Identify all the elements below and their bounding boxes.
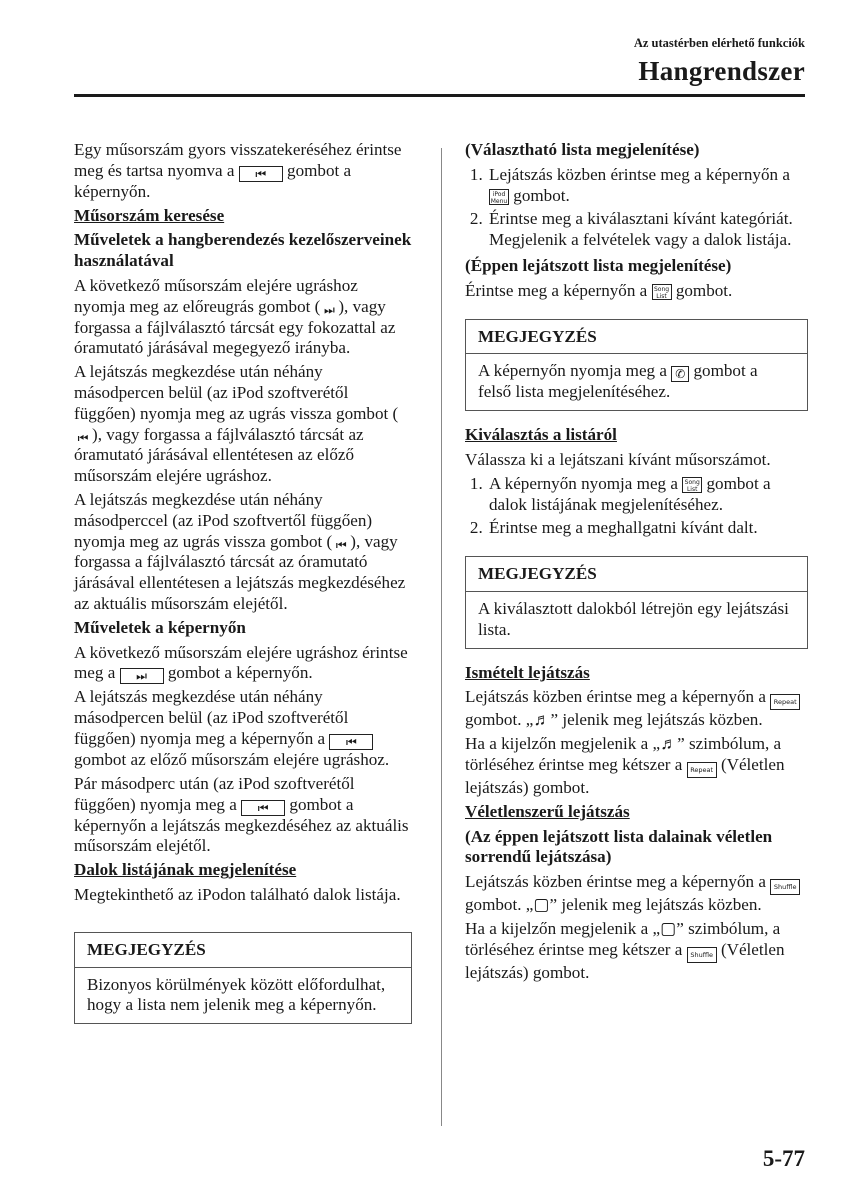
paragraph-rewind: Egy műsorszám gyors visszatekeréséhez érintse meg és tartsa nyomva a ⏮ gombot a képernyőn.	[74, 140, 402, 201]
note-box	[74, 932, 412, 1024]
list-item: 1. A képernyőn nyomja meg a Song List gombot a dalok listájának megjelenítéséhez.	[487, 474, 808, 516]
repeat-icon: Repeat	[687, 762, 717, 778]
prev-track-icon: ⏮	[77, 430, 89, 445]
page-title: Hangrendszer	[638, 56, 805, 86]
right-column	[465, 140, 808, 987]
next-track-icon: ⏭	[323, 302, 335, 317]
note-body: A képernyőn nyomja meg a ✆ gombot a felső lista megjelenítéséhez.	[478, 361, 758, 402]
heading-current-list: (Éppen lejátszott lista megjelenítése)	[465, 255, 732, 275]
paragraph-skip-back: A lejátszás megkezdése után néhány másodpercen belül (az iPod szoftverétől függően) nyomja meg az ugrás vissza gombot (⏮ ), vagy forgassa a fájlválasztó tárcsát az óramutató járásával ellentétesen az előző műsorszám elejére ugráshoz.	[74, 362, 399, 486]
column-divider	[441, 148, 442, 1126]
repeat-icon: Repeat	[770, 694, 800, 710]
note-body: A kiválasztott dalokból létrejön egy lejátszási lista.	[478, 598, 789, 639]
heading-track-search: Műsorszám keresése	[74, 205, 225, 225]
heading-list-select: Kiválasztás a listáról	[465, 425, 617, 445]
music-note-icon: ♬	[660, 734, 678, 754]
prev-track-icon: ⏮	[335, 537, 347, 552]
song-list-icon: Song List	[682, 477, 702, 493]
ipod-menu-icon: iPod Menu	[490, 190, 508, 205]
list-item: 2. Érintse meg a kiválasztani kívánt kategóriát. Megjelenik a felvételek vagy a dalok listája.	[487, 209, 808, 251]
heading-random-sub: (Az éppen lejátszott lista dalainak véletlen sorrendű lejátszása)	[465, 826, 773, 867]
header-rule	[74, 94, 805, 97]
steps-list-select	[465, 474, 808, 539]
paragraph-next-track: A következő műsorszám elejére ugráshoz nyomja meg az előreugrás gombot ( ⏭ ), vagy forgassa a fájlválasztó tárcsát egy fokozattal az óramutató járásával megegyező irányba.	[74, 275, 396, 358]
heading-repeat: Ismételt lejátszás	[465, 662, 590, 682]
shuffle-icon: Shuffle	[687, 947, 717, 963]
note-title: MEGJEGYZÉS	[466, 557, 807, 592]
shuffle-symbol-icon: ▢	[660, 918, 677, 938]
paragraph-song-list: Megtekinthető az iPodon található dalok listája.	[74, 884, 401, 904]
song-list-icon: Song List	[652, 284, 672, 300]
paragraph-list-select: Válassza ki a lejátszani kívánt műsorszámot.	[465, 449, 771, 469]
paragraph-repeat-on: Lejátszás közben érintse meg a képernyőn a Repeat gombot. „♬” jelenik meg lejátszás közben.	[465, 687, 808, 731]
music-note-icon: ♬	[533, 710, 551, 730]
paragraph-current-list: Érintse meg a képernyőn a Song List gombot.	[465, 280, 733, 300]
heading-selectable-list: (Választható lista megjelenítése)	[465, 140, 700, 159]
heading-screen-ops: Műveletek a képernyőn	[74, 617, 246, 637]
heading-audio-controls: Műveletek a hangberendezés kezelőszerveinek használatával	[74, 230, 412, 271]
prev-track-icon: ⏮	[239, 166, 283, 182]
paragraph-shuffle-off: Ha a kijelzőn megjelenik a „▢” szimbólum, a törléséhez érintse meg kétszer a Shuffle (Véletlen lejátszás) gombot.	[465, 918, 785, 982]
paragraph-shuffle-on: Lejátszás közben érintse meg a képernyőn a Shuffle gombot. „▢” jelenik meg lejátszás közben.	[465, 872, 808, 916]
list-item: 1. Lejátszás közben érintse meg a képernyőn a iPod Menu gombot.	[487, 165, 808, 207]
note-title: MEGJEGYZÉS	[466, 320, 807, 355]
heading-random: Véletlenszerű lejátszás	[465, 801, 630, 821]
note-box	[465, 556, 808, 648]
next-track-icon: ⏭	[120, 668, 164, 684]
paragraph-screen-next: A következő műsorszám elejére ugráshoz érintse meg a ⏭ gombot a képernyőn.	[74, 642, 408, 684]
paragraph-restart: A lejátszás megkezdése után néhány másodperccel (az iPod szoftvertől függően) nyomja meg az ugrás vissza gombot ( ⏮ ), vagy forgassa a fájlválasztó tárcsát az óramutató járásával ellentétesen a lejátszás megkezdéséhez az aktuális műsorszám elejétől.	[74, 489, 406, 613]
paragraph-screen-restart: Pár másodperc után (az iPod szoftverétől függően) nyomja meg a ⏮ gombot a képernyőn a lejátszás megkezdéséhez az aktuális műsorszám elejétől.	[74, 773, 409, 856]
prev-track-icon: ⏮	[329, 734, 373, 750]
shuffle-symbol-icon: ▢	[533, 895, 550, 915]
prev-track-icon: ⏮	[241, 800, 285, 816]
steps-selectable-list	[465, 165, 808, 251]
paragraph-repeat-off: Ha a kijelzőn megjelenik a „♬” szimbólum, a törléséhez érintse meg kétszer a Repeat (Véletlen lejátszás) gombot.	[465, 734, 785, 797]
note-box	[465, 319, 808, 412]
note-title: MEGJEGYZÉS	[75, 933, 411, 968]
shuffle-icon: Shuffle	[770, 879, 800, 895]
paragraph-screen-prev: A lejátszás megkezdése után néhány másodpercen belül (az iPod szoftverétől függően) nyomja meg a képernyőn a ⏮ gombot az előző műsorszám elejére ugráshoz.	[74, 687, 390, 769]
left-column	[74, 140, 412, 1038]
note-body: Bizonyos körülmények között előfordulhat, hogy a lista nem jelenik meg a képernyőn.	[87, 974, 386, 1015]
heading-song-list: Dalok listájának megjelenítése	[74, 860, 297, 880]
section-header: Az utastérben elérhető funkciók	[633, 36, 805, 50]
list-item: 2. Érintse meg a meghallgatni kívánt dalt.	[487, 518, 808, 539]
page-number: 5-77	[762, 1146, 805, 1171]
phone-icon: ✆	[671, 366, 689, 382]
